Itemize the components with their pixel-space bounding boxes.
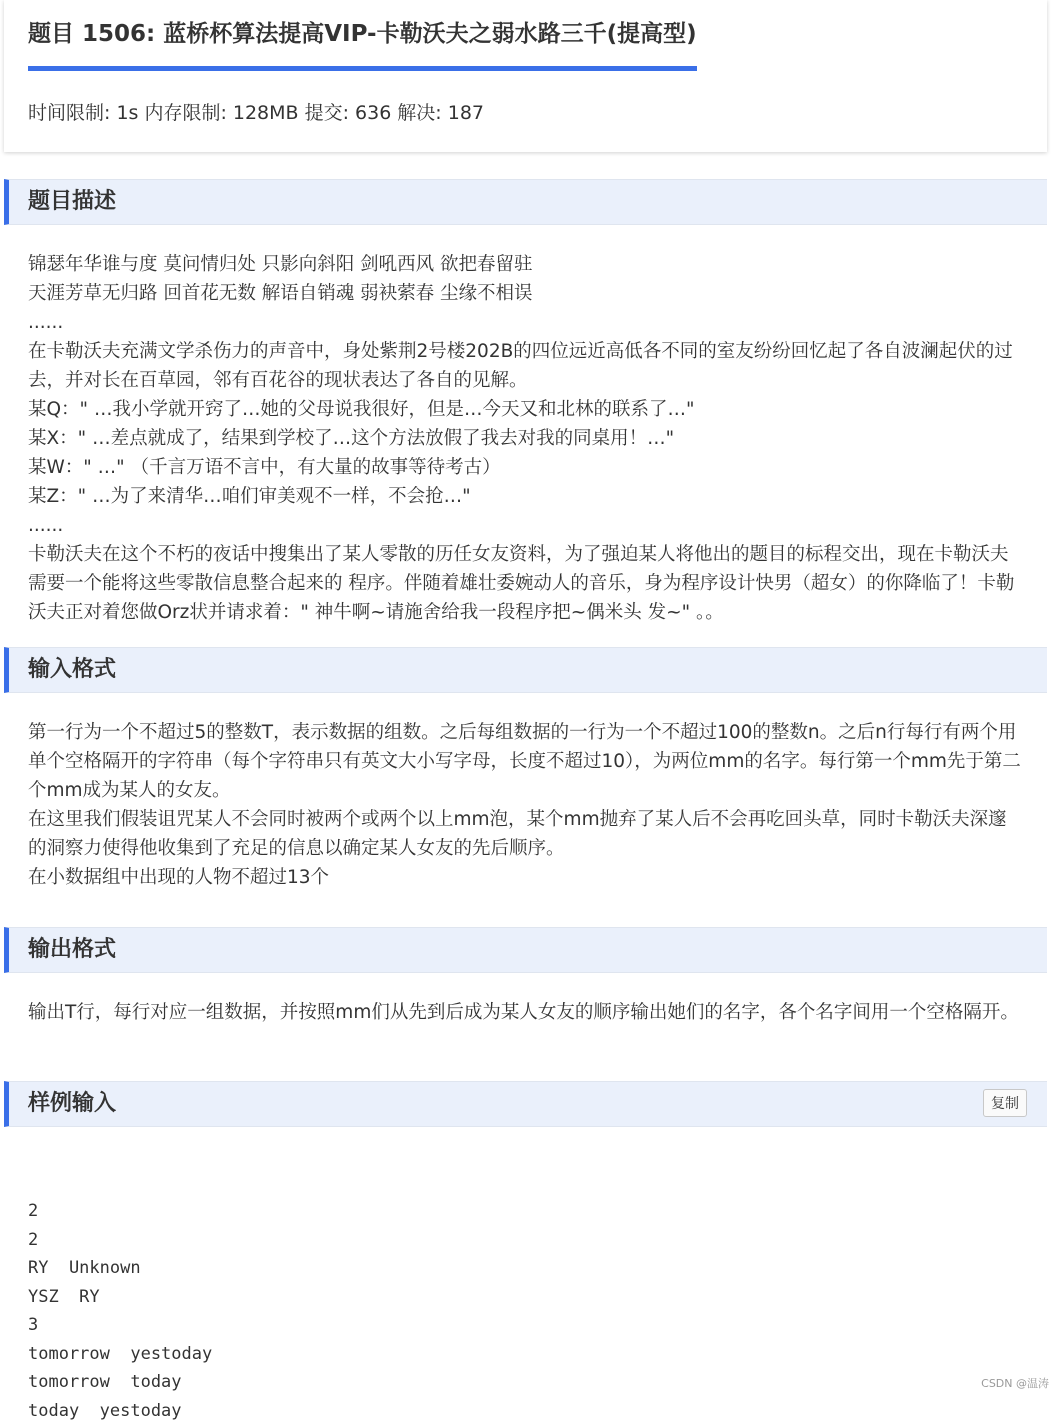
sample-input-section bbox=[4, 1081, 1047, 1197]
sample-input-line: 2 bbox=[28, 1197, 212, 1226]
solved-count: 解决: 187 bbox=[397, 102, 484, 124]
description-line: ...... bbox=[28, 308, 1023, 337]
output-format-section bbox=[4, 927, 1047, 1027]
title-wrap bbox=[28, 10, 697, 71]
copy-button[interactable]: 复制 bbox=[983, 1089, 1027, 1117]
page-title: 题目 1506: 蓝桥杯算法提高VIP-卡勒沃夫之弱水路三千(提高型) bbox=[28, 10, 697, 58]
title-underline bbox=[28, 66, 697, 71]
description-line: ...... bbox=[28, 511, 1023, 540]
sample-input-line: 2 bbox=[28, 1226, 212, 1255]
output-format-header bbox=[4, 927, 1047, 973]
sample-input-line: 3 bbox=[28, 1311, 212, 1340]
description-line: 某W：" …" （千言万语不言中，有大量的故事等待考古） bbox=[28, 453, 1023, 482]
description-line: 某Q：" …我小学就开窍了…她的父母说我很好，但是…今天又和北林的联系了…" bbox=[28, 395, 1023, 424]
sample-input-line: RY Unknown bbox=[28, 1254, 212, 1283]
sample-input-header bbox=[4, 1081, 1047, 1127]
input-format-line: 第一行为一个不超过5的整数T，表示数据的组数。之后每组数据的一行为一个不超过100的整数n。之后n行每行有两个用单个空格隔开的字符串（每个字符串只有英文大小写字母，长度不超过10），为两位mm的名字。每行第一个mm先于第二个mm成为某人的女友。 bbox=[28, 718, 1023, 805]
input-format-body bbox=[4, 693, 1047, 892]
description-line: 在卡勒沃夫充满文学杀伤力的声音中，身处紫荆2号楼202B的四位远近高低各不同的室友纷纷回忆起了各自波澜起伏的过去，并对长在百草园，邻有百花谷的现状表达了各自的见解。 bbox=[28, 337, 1023, 395]
sample-input-body[interactable] bbox=[4, 1127, 1047, 1197]
submission-count: 提交: 636 bbox=[305, 102, 392, 124]
input-format-line: 在小数据组中出现的人物不超过13个 bbox=[28, 863, 1023, 892]
description-line: 卡勒沃夫在这个不朽的夜话中搜集出了某人零散的历任女友资料，为了强迫某人将他出的题目的标程交出，现在卡勒沃夫需要一个能将这些零散信息整合起来的 程序。伴随着雄壮委婉动人的音乐，身为程序设计快男（超女）的你降临了！卡勒沃夫正对着您做Orz状并请求着：" 神牛啊~请施舍给我一段程序把~偶米头 发~" 。。 bbox=[28, 540, 1023, 627]
sample-input-heading: 样例输入 bbox=[28, 1082, 116, 1126]
input-format-line: 在这里我们假装诅咒某人不会同时被两个或两个以上mm泡，某个mm抛弃了某人后不会再吃回头草，同时卡勒沃夫深邃的洞察力使得他收集到了充足的信息以确定某人女友的先后顺序。 bbox=[28, 805, 1023, 863]
description-section bbox=[4, 179, 1047, 627]
output-format-heading: 输出格式 bbox=[28, 928, 116, 972]
input-format-section bbox=[4, 647, 1047, 892]
memory-limit: 内存限制: 128MB bbox=[144, 102, 298, 124]
sample-input-line: tomorrow yestoday bbox=[28, 1340, 212, 1369]
description-body bbox=[4, 225, 1047, 627]
description-line: 锦瑟年华谁与度 莫问情归处 只影向斜阳 剑吼西风 欲把春留驻 bbox=[28, 250, 1023, 279]
sample-input-line: tomorrow today bbox=[28, 1368, 212, 1397]
description-line: 天涯芳草无归路 回首花无数 解语自销魂 弱袂萦春 尘缘不相误 bbox=[28, 279, 1023, 308]
input-format-header bbox=[4, 647, 1047, 693]
sample-input-line: YSZ RY bbox=[28, 1283, 212, 1312]
time-limit: 时间限制: 1s bbox=[28, 102, 138, 124]
input-format-heading: 输入格式 bbox=[28, 648, 116, 692]
description-header bbox=[4, 179, 1047, 225]
watermark: CSDN @温涛 bbox=[981, 1375, 1049, 1391]
sample-input-code bbox=[28, 1197, 212, 1425]
problem-header-card bbox=[4, 0, 1047, 152]
output-format-line: 输出T行，每行对应一组数据，并按照mm们从先到后成为某人女友的顺序输出她们的名字，各个名字间用一个空格隔开。 bbox=[28, 998, 1023, 1027]
description-line: 某X：" …差点就成了，结果到学校了…这个方法放假了我去对我的同桌用！…" bbox=[28, 424, 1023, 453]
sample-input-line: today yestoday bbox=[28, 1397, 212, 1425]
description-heading: 题目描述 bbox=[28, 180, 116, 224]
description-line: 某Z：" …为了来清华…咱们审美观不一样，不会抢…" bbox=[28, 482, 1023, 511]
problem-meta bbox=[28, 98, 490, 128]
output-format-body bbox=[4, 973, 1047, 1027]
